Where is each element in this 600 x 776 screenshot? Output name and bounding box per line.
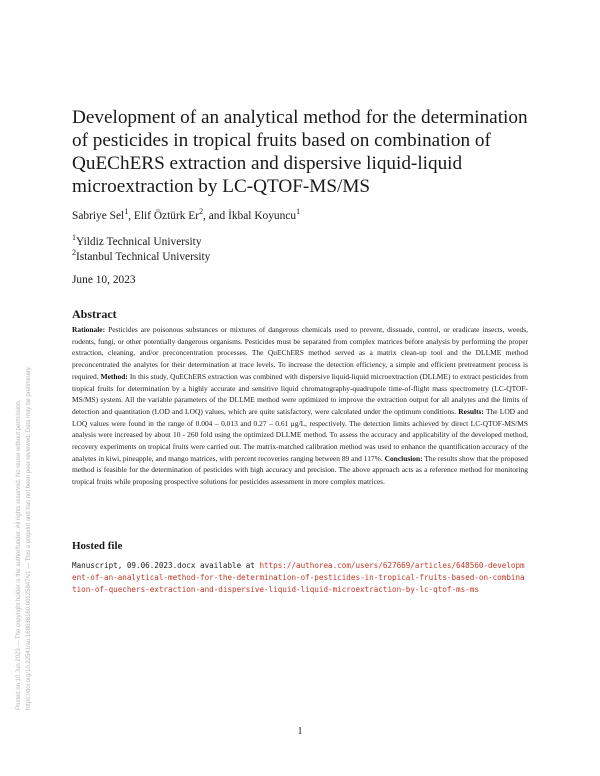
publication-date: June 10, 2023 [72, 274, 136, 286]
author-affiliation-mark: 1 [124, 207, 129, 217]
affiliation-item [72, 235, 542, 250]
preprint-watermark [14, 60, 54, 710]
author-name: İkbal Koyuncu [228, 210, 297, 222]
method-label: Method: [100, 371, 128, 381]
conclusion-text: The results show that the proposed method is feasible for the determination of pesticides with high accuracy and precision. The above approach acts as a reference method for monitoring tropical fruits while proposing prospective solutions for pesticides assessment in more complex matrices. [72, 453, 529, 487]
hosted-file-link[interactable]: https://authorea.com/users/627669/articles/648560-development-of-an-analytical-method-for-the-determination-of-pesticides-in-tropical-fruits-based-on-combination-of-quechers-extraction-and-dispersive-liquid-liquid-microextraction-by-lc-qtof-ms-ms [72, 561, 525, 595]
affiliation-item [72, 247, 542, 265]
hosted-file-info [72, 560, 528, 597]
rationale-text: Pesticides are poisonous substances or mixtures of dangerous chemicals used to prevent, dissuade, control, or eradicate insects, weeds, rodents, fungi, or other potentially dangerous organisms. Pesticides must be separated from complex matrices before analysis by performing the proper extraction, cleaning, and/or preconcentration processes. The QuEChERS method served as a matrix clean-up tool and the DLLME method preconcentrated the analytes for their determination at trace levels. To increase the detection efficiency, a simple and efficient pretreatment process is required. [72, 325, 528, 381]
conclusion-label: Conclusion: [384, 453, 423, 463]
affiliation-list [72, 235, 542, 264]
watermark-line-2: https://doi.org/10.22541/au.168638160.00125847/v1 — This a preprint and has not been peer reviewed. Data may be preliminary. [26, 365, 32, 710]
affiliation-name: Istanbul Technical University [75, 250, 211, 263]
hosted-file-heading: Hosted file [72, 540, 123, 552]
abstract-body [72, 324, 528, 488]
author-separator: , [203, 210, 209, 222]
results-label: Results: [458, 406, 484, 416]
abstract-heading: Abstract [72, 307, 117, 321]
results-text: The LOD and LOQ values were found in the range of 0.004 – 0.013 and 0.27 – 0.61 μg/L, respectively. The detection limits achieved by direct LC-QTOF-MS/MS analysis were increased by about 10 - 260 fold using the optimized DLLME method. To assess the accuracy and applicability of the developed method, recovery experiments on tropical fruits were carried out. The matrix-matched calibration method was used to enhance the quantification accuracy of the analytes in kiwi, pineapple, and mango matrices, with percent recoveries ranging between 89 and 117%. [72, 406, 529, 463]
watermark-line-1: Posted on 10 Jun 2023 — The copyright holder is the author/funder. All rights reserved. No reuse without permission. [16, 399, 22, 710]
rationale-label: Rationale: [72, 325, 106, 334]
author-list [72, 207, 542, 222]
author-name: Sabriye Sel [72, 210, 125, 222]
hosted-file-prefix: Manuscript, 09.06.2023.docx available at [72, 561, 255, 570]
author-name: Elif Öztürk Er [133, 210, 200, 222]
author-affiliation-mark: 2 [199, 207, 204, 217]
affiliation-mark: 1 [72, 233, 76, 243]
page-number: 1 [297, 726, 303, 737]
paper-title: Development of an analytical method for the determination of pesticides in tropical fruits based on combination of QuEChERS extraction and dispersive liquid-liquid microextraction by LC-QTOF-MS/MS [72, 107, 528, 197]
affiliation-name: Yildiz Technical University [75, 236, 202, 248]
method-text: In this study, QuEChERS extraction was combined with dispersive liquid-liquid microextraction (DLLME) to extract pesticides from tropical fruits for determination by a highly accurate and sensitive liquid chromatography-quadrupole time-of-flight mass spectrometry (LC-QTOF-MS/MS) system. All the variable parameters of the DLLME method were optimized to improve the extraction output for all analytes and the limits of detection and quantitation (LOD and LOQ) values, which are quite satisfactory, were calculated under the optimum conditions. [72, 371, 529, 416]
author-and: and [208, 210, 226, 222]
author-affiliation-mark: 1 [296, 207, 301, 217]
author-separator: , [128, 210, 134, 222]
affiliation-mark: 2 [72, 247, 76, 257]
